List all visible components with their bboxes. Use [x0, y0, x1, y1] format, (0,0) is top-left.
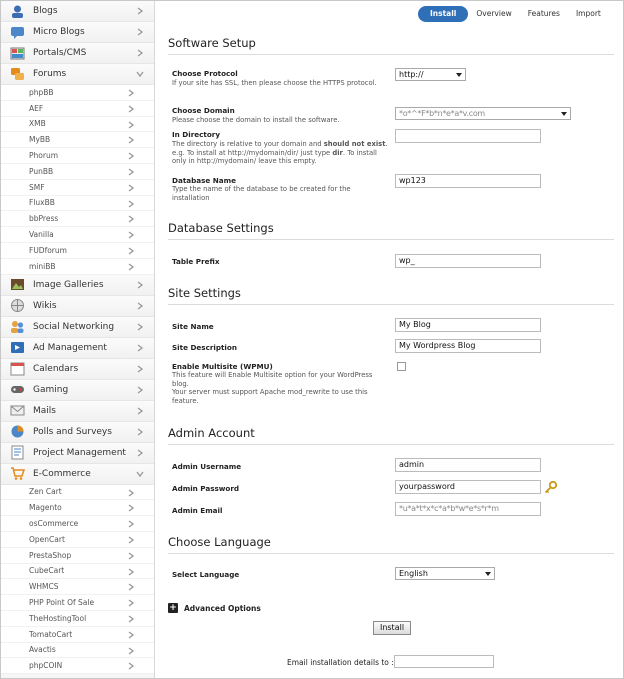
section-title-admin-account: Admin Account — [168, 426, 614, 445]
sidebar-item-label: phpCOIN — [29, 661, 63, 671]
multisite-description — [172, 371, 387, 405]
chevron-right-icon — [136, 49, 144, 57]
directory-desc-text-2: . e.g. To install at http://mydomain/dir/ just type — [172, 140, 388, 157]
chevron-right-icon — [127, 489, 134, 496]
directory-desc-text-1: The directory is relative to your domain and — [172, 140, 324, 148]
sidebar-item-cubecart[interactable] — [1, 564, 154, 580]
tab-bar — [418, 6, 609, 22]
sidebar-category-label: Forums — [33, 69, 67, 79]
sidebar-category-social-networking[interactable] — [1, 317, 154, 338]
directory-desc-bold-1: should not exist — [323, 140, 386, 148]
sidebar-category-label: Ad Management — [33, 342, 107, 353]
sidebar-category-e-commerce[interactable] — [1, 464, 154, 485]
admin-email-label: Admin Email — [172, 506, 223, 515]
chevron-right-icon — [127, 552, 134, 559]
chevron-right-icon — [127, 520, 134, 527]
directory-input[interactable] — [395, 129, 541, 143]
chevron-right-icon — [136, 386, 144, 394]
sidebar-item-phorum[interactable] — [1, 148, 154, 164]
directory-desc-bold-2: dir — [332, 148, 343, 157]
domain-select[interactable] — [395, 107, 571, 120]
sidebar-category-label: Blogs — [33, 6, 58, 16]
sidebar-item-label: MyBB — [29, 135, 51, 145]
directory-description — [172, 140, 390, 166]
sidebar-category-wikis[interactable] — [1, 296, 154, 317]
forums-icon — [10, 67, 25, 82]
chevron-right-icon — [127, 215, 134, 222]
table-prefix-input[interactable]: wp_ — [395, 254, 541, 268]
multisite-desc-line-1: This feature will Enable Multisite option for your WordPress blog. — [172, 371, 373, 388]
sidebar-item-minibb[interactable] — [1, 259, 154, 275]
tab-features[interactable]: Features — [527, 9, 560, 18]
chevron-right-icon — [136, 365, 144, 373]
section-title-software-setup: Software Setup — [168, 36, 614, 55]
admin-password-input[interactable]: yourpassword — [395, 480, 541, 494]
sidebar-category-calendars[interactable] — [1, 359, 154, 380]
site-name-label: Site Name — [172, 322, 214, 331]
sidebar-item-label: Zen Cart — [29, 487, 62, 497]
ecommerce-icon — [10, 466, 25, 481]
chevron-right-icon — [127, 568, 134, 575]
database-name-label: Database Name — [172, 176, 236, 185]
language-select-value: English — [399, 569, 428, 578]
sidebar-item-label: Avactis — [29, 645, 56, 655]
install-button[interactable]: Install — [373, 621, 411, 635]
chevron-right-icon — [127, 89, 134, 96]
sidebar-item-label: osCommerce — [29, 519, 79, 529]
ad-management-icon — [10, 340, 25, 355]
mails-icon — [10, 403, 25, 418]
sidebar-item-bbpress[interactable] — [1, 211, 154, 227]
sidebar-item-label: WHMCS — [29, 582, 59, 592]
sidebar-item-xmb[interactable] — [1, 117, 154, 133]
protocol-label: Choose Protocol — [172, 69, 238, 78]
sidebar — [1, 1, 155, 678]
sidebar-item-oscommerce[interactable] — [1, 516, 154, 532]
chevron-right-icon — [127, 231, 134, 238]
chevron-right-icon — [127, 152, 134, 159]
sidebar-item-punbb[interactable] — [1, 164, 154, 180]
sidebar-category-forums[interactable] — [1, 64, 154, 85]
sidebar-item-fluxbb[interactable] — [1, 196, 154, 212]
sidebar-item-opencart[interactable] — [1, 532, 154, 548]
admin-email-input[interactable]: *u*a*t*x*c*a*b*w*e*s*r*m — [395, 502, 541, 516]
language-select[interactable] — [395, 567, 495, 580]
sidebar-category-polls-and-surveys[interactable] — [1, 422, 154, 443]
sidebar-category-label: Project Management — [33, 447, 126, 458]
email-details-label: Email installation details to : — [287, 658, 394, 667]
sidebar-item-avactis[interactable] — [1, 643, 154, 659]
wikis-icon — [10, 298, 25, 313]
sidebar-item-smf[interactable] — [1, 180, 154, 196]
database-name-description: Type the name of the database to be created for the installation — [172, 185, 351, 202]
language-label: Select Language — [172, 570, 240, 579]
site-name-input[interactable]: My Blog — [395, 318, 541, 332]
sidebar-item-aef[interactable] — [1, 101, 154, 117]
chevron-down-icon — [561, 112, 567, 116]
sidebar-category-label: Calendars — [33, 363, 79, 374]
sidebar-item-label: FUDforum — [29, 245, 67, 255]
sidebar-item-label: bbPress — [29, 214, 59, 224]
chevron-down-icon — [136, 70, 144, 78]
tab-import[interactable]: Import — [575, 9, 601, 18]
chevron-right-icon — [127, 662, 134, 669]
plus-icon: + — [169, 603, 177, 613]
sidebar-item-label: PrestaShop — [29, 550, 72, 560]
sidebar-category-ad-management[interactable] — [1, 338, 154, 359]
sidebar-category-label: Image Galleries — [33, 279, 104, 290]
tab-overview[interactable]: Overview — [476, 9, 512, 18]
sidebar-item-label: Phorum — [29, 151, 59, 161]
sidebar-item-whmcs[interactable] — [1, 579, 154, 595]
domain-label: Choose Domain — [172, 106, 235, 115]
chevron-right-icon — [136, 281, 144, 289]
chevron-right-icon — [127, 136, 134, 143]
protocol-description: If your site has SSL, then please choose the HTTPS protocol. — [172, 79, 377, 87]
chevron-right-icon — [127, 200, 134, 207]
admin-username-label: Admin Username — [172, 462, 242, 471]
section-title-database-settings: Database Settings — [168, 221, 614, 240]
sidebar-item-label: miniBB — [29, 261, 56, 271]
sidebar-item-label: CubeCart — [29, 566, 65, 576]
calendars-icon — [10, 361, 25, 376]
sidebar-category-portals-cms[interactable] — [1, 43, 154, 64]
sidebar-category-mails[interactable] — [1, 401, 154, 422]
chevron-right-icon — [127, 599, 134, 606]
sidebar-item-fudforum[interactable] — [1, 243, 154, 259]
sidebar-category-gaming[interactable] — [1, 380, 154, 401]
sidebar-item-label: XMB — [29, 119, 46, 129]
sidebar-category-project-management[interactable] — [1, 443, 154, 464]
sidebar-item-thehostingtool[interactable] — [1, 611, 154, 627]
section-title-choose-language: Choose Language — [168, 535, 614, 554]
sidebar-item-php-point-of-sale[interactable] — [1, 595, 154, 611]
chevron-right-icon — [127, 536, 134, 543]
sidebar-category-micro-blogs[interactable] — [1, 22, 154, 43]
sidebar-category-label: Micro Blogs — [33, 27, 85, 37]
chevron-right-icon — [127, 583, 134, 590]
email-details-input[interactable] — [394, 655, 494, 668]
protocol-select[interactable] — [395, 68, 466, 81]
site-description-input[interactable]: My Wordpress Blog — [395, 339, 541, 353]
sidebar-item-label: PHP Point Of Sale — [29, 598, 95, 608]
sidebar-item-zen-cart[interactable] — [1, 485, 154, 501]
domain-select-value: *o*^*F*b*n*e*a*v.com — [399, 109, 485, 118]
chevron-right-icon — [127, 631, 134, 638]
protocol-select-value: http:// — [399, 70, 424, 79]
tab-install[interactable]: Install — [418, 6, 468, 22]
database-name-input[interactable]: wp123 — [395, 174, 541, 188]
multisite-checkbox[interactable] — [397, 362, 406, 371]
chevron-right-icon — [136, 7, 144, 15]
sidebar-item-label: SMF — [29, 182, 45, 192]
sidebar-item-phpcoin[interactable] — [1, 658, 154, 674]
section-title-site-settings: Site Settings — [168, 286, 614, 305]
sidebar-item-mybb[interactable] — [1, 132, 154, 148]
chevron-right-icon — [127, 504, 134, 511]
sidebar-category-label: Polls and Surveys — [33, 426, 112, 437]
advanced-options-toggle[interactable] — [168, 603, 261, 613]
directory-label: In Directory — [172, 130, 221, 139]
multisite-label: Enable Multisite (WPMU) — [172, 362, 273, 371]
sidebar-item-vanilla[interactable] — [1, 227, 154, 243]
multisite-desc-line-2: Your server must support Apache mod_rewrite to use this feature. — [172, 388, 368, 405]
gaming-icon — [10, 382, 25, 397]
sidebar-item-label: OpenCart — [29, 534, 65, 544]
sidebar-item-label: PunBB — [29, 166, 54, 176]
sidebar-item-phpbb[interactable] — [1, 85, 154, 101]
chevron-right-icon — [127, 121, 134, 128]
image-galleries-icon — [10, 277, 25, 292]
sidebar-item-label: FluxBB — [29, 198, 55, 208]
admin-username-input[interactable]: admin — [395, 458, 541, 472]
chevron-right-icon — [127, 105, 134, 112]
sidebar-category-label: Wikis — [33, 300, 57, 311]
chevron-down-icon — [136, 470, 144, 478]
chevron-down-icon — [485, 572, 491, 576]
domain-description: Please choose the domain to install the software. — [172, 116, 340, 124]
chevron-right-icon — [127, 247, 134, 254]
chevron-right-icon — [136, 302, 144, 310]
sidebar-item-tomatocart[interactable] — [1, 627, 154, 643]
sidebar-item-prestashop[interactable] — [1, 548, 154, 564]
portals-icon — [10, 46, 25, 61]
social-networking-icon — [10, 319, 25, 334]
chevron-right-icon — [127, 615, 134, 622]
key-icon[interactable] — [544, 480, 558, 494]
admin-password-label: Admin Password — [172, 484, 240, 493]
sidebar-item-label: Vanilla — [29, 230, 54, 240]
sidebar-category-image-galleries[interactable] — [1, 275, 154, 296]
chevron-right-icon — [136, 28, 144, 36]
chevron-down-icon — [456, 73, 462, 77]
chevron-right-icon — [127, 168, 134, 175]
sidebar-category-label: Gaming — [33, 384, 69, 395]
advanced-options-label: Advanced Options — [184, 603, 261, 613]
sidebar-item-label: Magento — [29, 503, 62, 513]
sidebar-category-label: Portals/CMS — [33, 48, 87, 58]
directory-desc-text-3: . To install only in http://mydomain/ leave this empty. — [172, 148, 377, 165]
chevron-right-icon — [136, 449, 144, 457]
chevron-right-icon — [136, 407, 144, 415]
project-management-icon — [10, 445, 25, 460]
sidebar-category-label: E-Commerce — [33, 468, 91, 479]
chevron-right-icon — [136, 344, 144, 352]
sidebar-category-blogs[interactable] — [1, 1, 154, 22]
polls-icon — [10, 424, 25, 439]
sidebar-item-label: phpBB — [29, 87, 54, 97]
sidebar-item-label: TomatoCart — [29, 629, 73, 639]
site-description-label: Site Description — [172, 343, 237, 352]
blogs-icon — [10, 4, 25, 19]
sidebar-item-label: AEF — [29, 103, 44, 113]
chevron-right-icon — [127, 647, 134, 654]
chevron-right-icon — [136, 428, 144, 436]
chevron-right-icon — [127, 263, 134, 270]
sidebar-item-label: TheHostingTool — [29, 613, 87, 623]
chevron-right-icon — [127, 184, 134, 191]
sidebar-category-label: Mails — [33, 405, 56, 416]
sidebar-category-label: Social Networking — [33, 321, 115, 332]
chevron-right-icon — [136, 323, 144, 331]
table-prefix-label: Table Prefix — [172, 257, 220, 266]
micro-blogs-icon — [10, 25, 25, 40]
sidebar-item-magento[interactable] — [1, 500, 154, 516]
